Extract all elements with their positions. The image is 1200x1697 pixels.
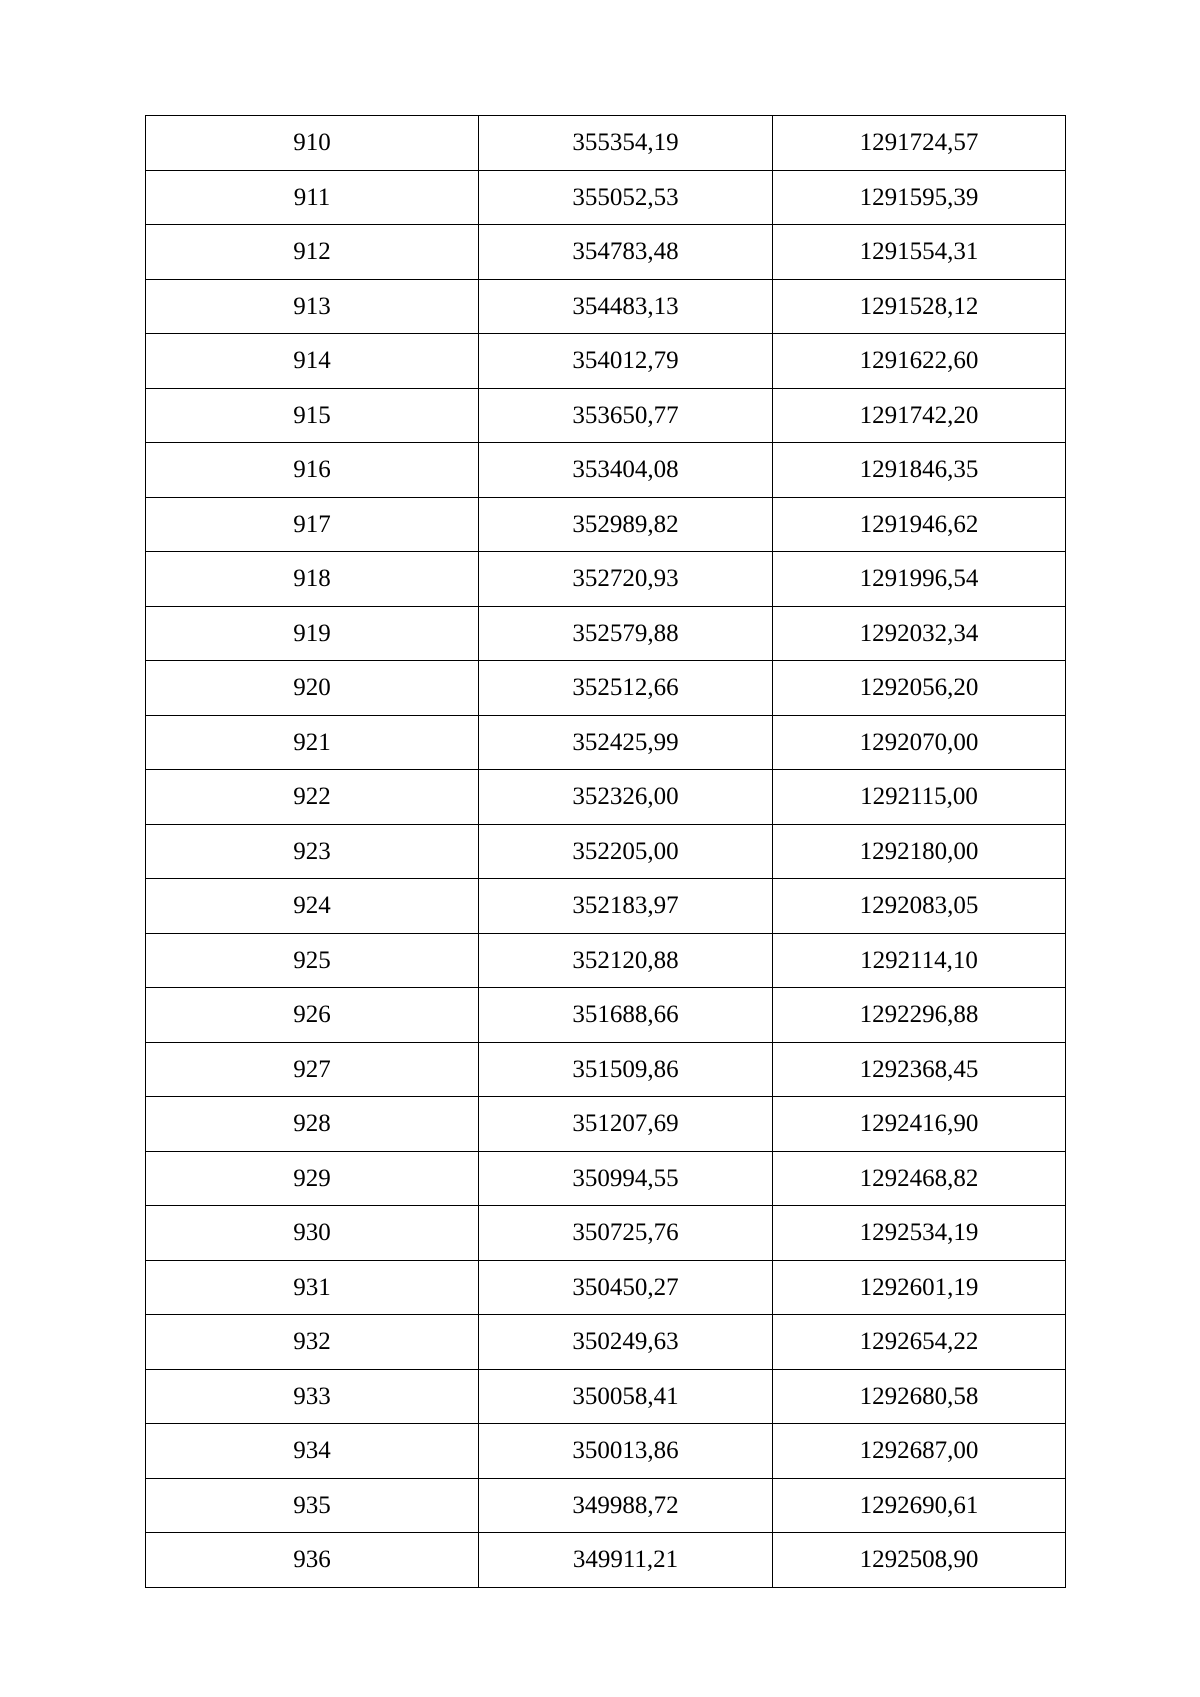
y-coordinate-cell: 1292115,00 — [773, 770, 1066, 825]
point-number-cell: 919 — [146, 606, 479, 661]
point-number-cell: 911 — [146, 170, 479, 225]
point-number-cell: 922 — [146, 770, 479, 825]
coordinates-table — [145, 115, 1066, 1588]
y-coordinate-cell: 1292534,19 — [773, 1206, 1066, 1261]
table-row — [146, 1315, 1066, 1370]
point-number-cell: 924 — [146, 879, 479, 934]
y-coordinate-cell: 1292180,00 — [773, 824, 1066, 879]
point-number-cell: 910 — [146, 116, 479, 171]
table-row — [146, 1151, 1066, 1206]
point-number-cell: 923 — [146, 824, 479, 879]
x-coordinate-cell: 352512,66 — [479, 661, 773, 716]
y-coordinate-cell: 1292083,05 — [773, 879, 1066, 934]
x-coordinate-cell: 352326,00 — [479, 770, 773, 825]
y-coordinate-cell: 1292601,19 — [773, 1260, 1066, 1315]
x-coordinate-cell: 354012,79 — [479, 334, 773, 389]
coordinates-table-body — [146, 116, 1066, 1588]
x-coordinate-cell: 349911,21 — [479, 1533, 773, 1588]
point-number-cell: 935 — [146, 1478, 479, 1533]
table-row — [146, 933, 1066, 988]
point-number-cell: 912 — [146, 225, 479, 280]
y-coordinate-cell: 1291554,31 — [773, 225, 1066, 280]
y-coordinate-cell: 1292680,58 — [773, 1369, 1066, 1424]
y-coordinate-cell: 1292687,00 — [773, 1424, 1066, 1479]
table-row — [146, 1478, 1066, 1533]
table-row — [146, 225, 1066, 280]
y-coordinate-cell: 1291724,57 — [773, 116, 1066, 171]
table-row — [146, 388, 1066, 443]
table-row — [146, 606, 1066, 661]
point-number-cell: 917 — [146, 497, 479, 552]
x-coordinate-cell: 352120,88 — [479, 933, 773, 988]
table-row — [146, 661, 1066, 716]
table-row — [146, 443, 1066, 498]
table-row — [146, 1369, 1066, 1424]
y-coordinate-cell: 1292114,10 — [773, 933, 1066, 988]
point-number-cell: 925 — [146, 933, 479, 988]
y-coordinate-cell: 1292056,20 — [773, 661, 1066, 716]
x-coordinate-cell: 352425,99 — [479, 715, 773, 770]
y-coordinate-cell: 1292296,88 — [773, 988, 1066, 1043]
point-number-cell: 918 — [146, 552, 479, 607]
y-coordinate-cell: 1292070,00 — [773, 715, 1066, 770]
x-coordinate-cell: 350450,27 — [479, 1260, 773, 1315]
y-coordinate-cell: 1292368,45 — [773, 1042, 1066, 1097]
table-row — [146, 1042, 1066, 1097]
point-number-cell: 916 — [146, 443, 479, 498]
x-coordinate-cell: 352579,88 — [479, 606, 773, 661]
y-coordinate-cell: 1291742,20 — [773, 388, 1066, 443]
table-row — [146, 116, 1066, 171]
point-number-cell: 915 — [146, 388, 479, 443]
x-coordinate-cell: 354483,13 — [479, 279, 773, 334]
y-coordinate-cell: 1292654,22 — [773, 1315, 1066, 1370]
x-coordinate-cell: 355052,53 — [479, 170, 773, 225]
point-number-cell: 913 — [146, 279, 479, 334]
table-row — [146, 879, 1066, 934]
y-coordinate-cell: 1291622,60 — [773, 334, 1066, 389]
point-number-cell: 914 — [146, 334, 479, 389]
point-number-cell: 926 — [146, 988, 479, 1043]
table-row — [146, 824, 1066, 879]
point-number-cell: 920 — [146, 661, 479, 716]
y-coordinate-cell: 1291946,62 — [773, 497, 1066, 552]
y-coordinate-cell: 1292468,82 — [773, 1151, 1066, 1206]
point-number-cell: 931 — [146, 1260, 479, 1315]
table-row — [146, 1097, 1066, 1152]
point-number-cell: 930 — [146, 1206, 479, 1261]
x-coordinate-cell: 350725,76 — [479, 1206, 773, 1261]
table-row — [146, 1424, 1066, 1479]
point-number-cell: 934 — [146, 1424, 479, 1479]
x-coordinate-cell: 350013,86 — [479, 1424, 773, 1479]
table-row — [146, 770, 1066, 825]
x-coordinate-cell: 351688,66 — [479, 988, 773, 1043]
x-coordinate-cell: 349988,72 — [479, 1478, 773, 1533]
x-coordinate-cell: 353650,77 — [479, 388, 773, 443]
table-row — [146, 988, 1066, 1043]
y-coordinate-cell: 1291528,12 — [773, 279, 1066, 334]
x-coordinate-cell: 351207,69 — [479, 1097, 773, 1152]
point-number-cell: 921 — [146, 715, 479, 770]
point-number-cell: 929 — [146, 1151, 479, 1206]
y-coordinate-cell: 1291595,39 — [773, 170, 1066, 225]
table-row — [146, 1206, 1066, 1261]
table-row — [146, 1533, 1066, 1588]
y-coordinate-cell: 1292508,90 — [773, 1533, 1066, 1588]
table-row — [146, 715, 1066, 770]
y-coordinate-cell: 1291846,35 — [773, 443, 1066, 498]
x-coordinate-cell: 350994,55 — [479, 1151, 773, 1206]
table-row — [146, 279, 1066, 334]
point-number-cell: 927 — [146, 1042, 479, 1097]
point-number-cell: 933 — [146, 1369, 479, 1424]
x-coordinate-cell: 354783,48 — [479, 225, 773, 280]
x-coordinate-cell: 350249,63 — [479, 1315, 773, 1370]
x-coordinate-cell: 352205,00 — [479, 824, 773, 879]
x-coordinate-cell: 355354,19 — [479, 116, 773, 171]
y-coordinate-cell: 1291996,54 — [773, 552, 1066, 607]
x-coordinate-cell: 352989,82 — [479, 497, 773, 552]
y-coordinate-cell: 1292416,90 — [773, 1097, 1066, 1152]
x-coordinate-cell: 352720,93 — [479, 552, 773, 607]
point-number-cell: 936 — [146, 1533, 479, 1588]
y-coordinate-cell: 1292032,34 — [773, 606, 1066, 661]
table-row — [146, 334, 1066, 389]
x-coordinate-cell: 351509,86 — [479, 1042, 773, 1097]
table-row — [146, 1260, 1066, 1315]
table-row — [146, 170, 1066, 225]
x-coordinate-cell: 350058,41 — [479, 1369, 773, 1424]
y-coordinate-cell: 1292690,61 — [773, 1478, 1066, 1533]
point-number-cell: 932 — [146, 1315, 479, 1370]
table-row — [146, 497, 1066, 552]
table-row — [146, 552, 1066, 607]
x-coordinate-cell: 352183,97 — [479, 879, 773, 934]
x-coordinate-cell: 353404,08 — [479, 443, 773, 498]
point-number-cell: 928 — [146, 1097, 479, 1152]
